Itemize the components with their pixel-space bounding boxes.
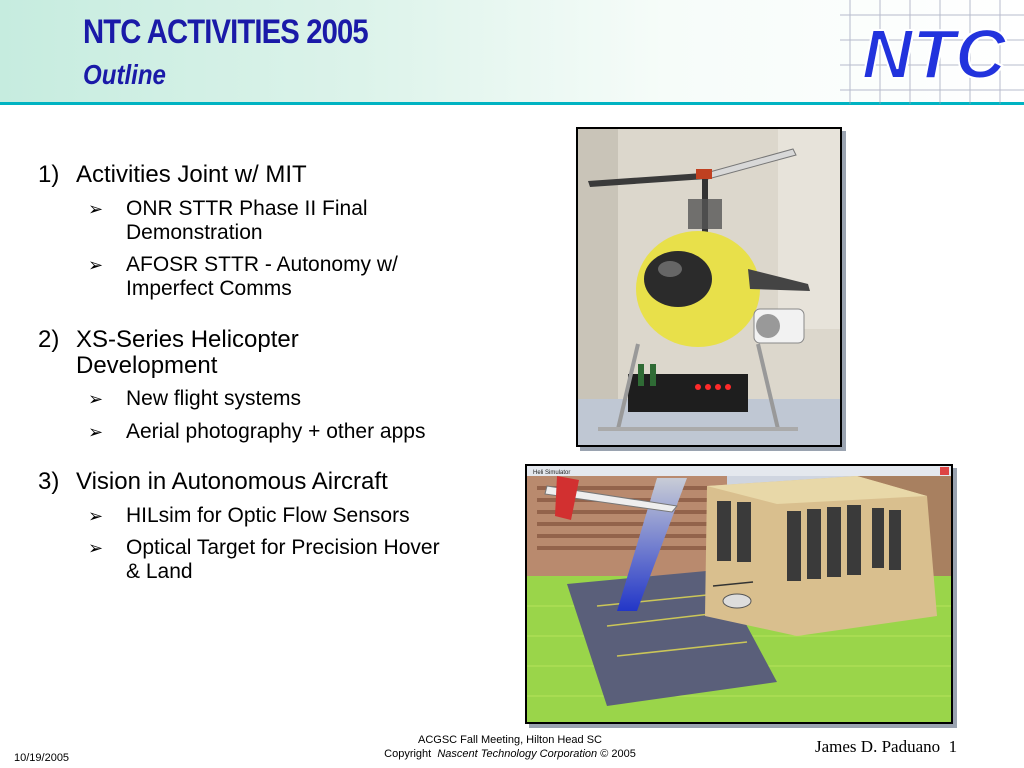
footer-author: James D. Paduano <box>815 737 941 756</box>
outline-text: Vision in Autonomous Aircraft <box>76 468 388 495</box>
simulator-illustration <box>527 466 951 722</box>
footer-center <box>300 733 720 761</box>
slide-title: NTC ACTIVITIES 2005 <box>83 13 368 51</box>
logo-text: NTC <box>862 15 1006 93</box>
outline-subitem-text: ONR STTR Phase II Final Demonstration <box>126 197 368 244</box>
arrow-bullet-icon: ➢ <box>88 199 104 219</box>
outline-subitem-text: New flight systems <box>126 387 302 410</box>
footer-copyright-prefix: Copyright <box>384 748 432 760</box>
helicopter-photo <box>576 127 842 447</box>
outline-subitem-text: Optical Target for Precision Hover & Land <box>126 536 440 583</box>
arrow-bullet-icon: ➢ <box>88 506 104 526</box>
helicopter-illustration <box>578 129 840 445</box>
footer-copyright-suffix: © 2005 <box>600 748 636 760</box>
outline-text: Activities Joint w/ MIT <box>76 161 307 188</box>
outline-subitem-text: Aerial photography + other apps <box>126 420 426 443</box>
page-number: 1 <box>948 737 958 756</box>
outline-number: 1) <box>38 161 60 188</box>
outline-text: XS-Series Helicopter Development <box>76 326 299 379</box>
footer-event: ACGSC Fall Meeting, Hilton Head SC <box>417 734 602 746</box>
arrow-bullet-icon: ➢ <box>88 255 104 275</box>
arrow-bullet-icon: ➢ <box>88 389 104 409</box>
outline-subitem-text: HILsim for Optic Flow Sensors <box>126 504 410 527</box>
arrow-bullet-icon: ➢ <box>88 422 104 442</box>
ntc-logo <box>840 0 1024 104</box>
sim-window-title: Heli Simulator <box>533 470 571 476</box>
arrow-bullet-icon: ➢ <box>88 538 104 558</box>
footer-copyright <box>300 747 720 761</box>
slide-subtitle: Outline <box>83 59 166 90</box>
simulator-screenshot <box>525 464 953 724</box>
footer-date: 10/19/2005 <box>14 752 70 764</box>
footer-company: Nascent Technology Corporation <box>437 748 598 760</box>
footer-author-line <box>815 737 957 757</box>
outline-number: 3) <box>38 468 60 495</box>
outline-number: 2) <box>38 326 60 353</box>
outline-subitem-text: AFOSR STTR - Autonomy w/ Imperfect Comms <box>126 253 398 300</box>
